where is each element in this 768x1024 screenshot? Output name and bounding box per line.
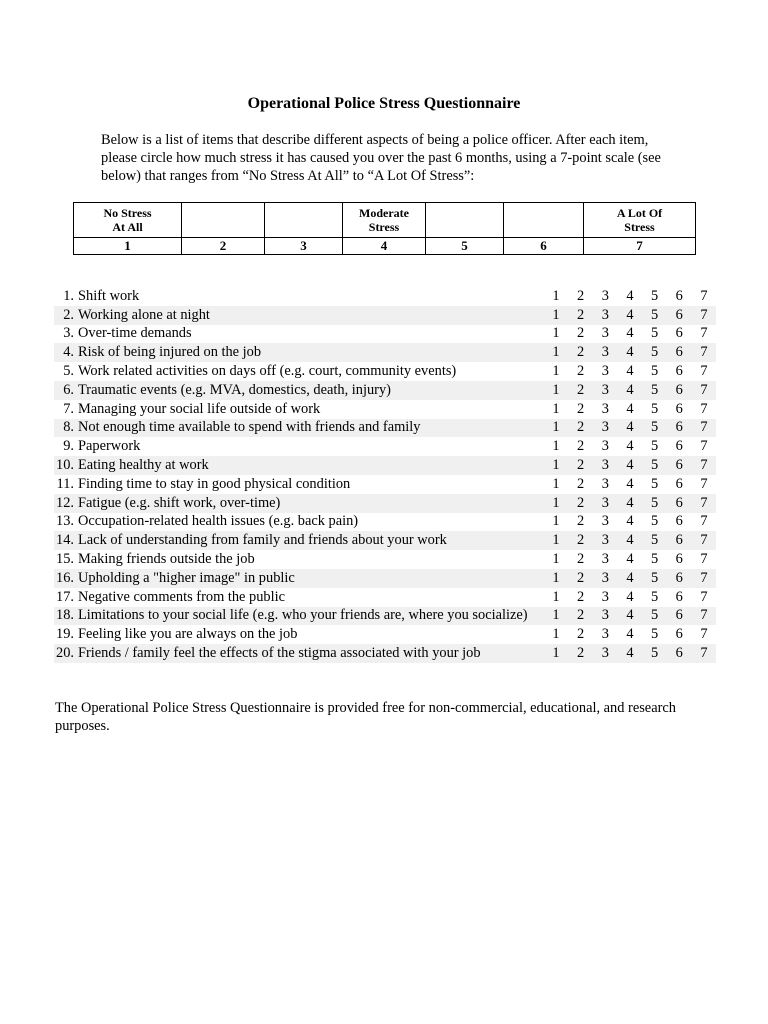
rating-options	[549, 626, 716, 643]
rating-option[interactable]: 3	[601, 457, 609, 474]
questionnaire-items-list	[54, 287, 716, 663]
rating-option[interactable]: 3	[601, 607, 609, 624]
rating-option[interactable]: 4	[626, 513, 634, 530]
rating-option[interactable]: 4	[626, 287, 634, 304]
rating-option[interactable]: 7	[700, 381, 708, 398]
rating-option[interactable]: 3	[601, 513, 609, 530]
rating-option[interactable]: 1	[552, 363, 560, 380]
rating-options	[549, 382, 716, 399]
question-number: 5.	[63, 363, 74, 380]
rating-option[interactable]: 3	[601, 381, 609, 398]
rating-option[interactable]: 2	[577, 457, 585, 474]
rating-option[interactable]: 3	[601, 287, 609, 304]
rating-option[interactable]: 6	[675, 588, 683, 605]
question-text: Upholding a "higher image" in public	[78, 569, 295, 586]
scale-header-label: Moderate Stress	[359, 206, 409, 234]
question-number: 11.	[56, 475, 74, 492]
rating-option[interactable]: 6	[675, 645, 683, 662]
question-number: 18.	[56, 607, 74, 624]
rating-options	[549, 419, 716, 436]
rating-option[interactable]: 2	[577, 513, 585, 530]
question-row	[54, 531, 716, 550]
rating-option[interactable]: 6	[675, 287, 683, 304]
question-text: Finding time to stay in good physical condition	[78, 475, 351, 492]
rating-option[interactable]: 4	[626, 438, 634, 455]
question-number: 4.	[63, 344, 74, 361]
question-number: 13.	[56, 513, 74, 530]
question-row	[54, 625, 716, 644]
rating-option[interactable]: 7	[700, 532, 708, 549]
question-text: Lack of understanding from family and friends about your work	[78, 532, 447, 549]
rating-option[interactable]: 6	[675, 400, 683, 417]
question-row	[54, 644, 716, 663]
rating-option[interactable]: 1	[552, 381, 560, 398]
rating-option[interactable]: 5	[651, 569, 659, 586]
rating-option[interactable]: 6	[675, 381, 683, 398]
question-text: Eating healthy at work	[78, 457, 209, 474]
rating-option[interactable]: 2	[577, 306, 585, 323]
rating-option[interactable]: 1	[552, 626, 560, 643]
rating-option[interactable]: 7	[700, 306, 708, 323]
rating-option[interactable]: 4	[626, 569, 634, 586]
rating-option[interactable]: 3	[601, 325, 609, 342]
question-number: 2.	[63, 306, 74, 323]
rating-option[interactable]: 1	[552, 438, 560, 455]
question-text: Paperwork	[78, 438, 141, 455]
rating-option[interactable]: 7	[700, 344, 708, 361]
scale-header-label: A Lot Of Stress	[616, 206, 663, 234]
question-row	[54, 362, 716, 381]
rating-option[interactable]: 5	[651, 475, 659, 492]
rating-option[interactable]: 3	[601, 438, 609, 455]
rating-option[interactable]: 7	[700, 551, 708, 568]
rating-option[interactable]: 4	[626, 588, 634, 605]
rating-options	[549, 570, 716, 587]
rating-option[interactable]: 3	[601, 400, 609, 417]
rating-option[interactable]: 1	[552, 400, 560, 417]
rating-option[interactable]: 3	[601, 344, 609, 361]
rating-option[interactable]: 2	[577, 626, 585, 643]
rating-option[interactable]: 3	[601, 363, 609, 380]
question-text: Fatigue (e.g. shift work, over-time)	[78, 494, 281, 511]
question-row	[54, 306, 716, 325]
rating-option[interactable]: 7	[700, 607, 708, 624]
rating-option[interactable]: 7	[700, 363, 708, 380]
question-text: Feeling like you are always on the job	[78, 626, 298, 643]
question-row	[54, 419, 716, 438]
rating-option[interactable]: 1	[552, 419, 560, 436]
rating-option[interactable]: 1	[552, 588, 560, 605]
rating-option[interactable]: 3	[601, 475, 609, 492]
rating-option[interactable]: 5	[651, 645, 659, 662]
rating-option[interactable]: 4	[626, 475, 634, 492]
question-number: 15.	[56, 551, 74, 568]
rating-option[interactable]: 4	[626, 645, 634, 662]
rating-option[interactable]: 4	[626, 363, 634, 380]
rating-option[interactable]: 6	[675, 607, 683, 624]
rating-option[interactable]: 5	[651, 306, 659, 323]
rating-option[interactable]: 5	[651, 607, 659, 624]
question-row	[54, 569, 716, 588]
rating-option[interactable]: 7	[700, 419, 708, 436]
rating-option[interactable]: 5	[651, 400, 659, 417]
scale-number: 7	[584, 238, 696, 255]
rating-option[interactable]: 4	[626, 626, 634, 643]
rating-option[interactable]: 3	[601, 419, 609, 436]
rating-options	[549, 551, 716, 568]
rating-option[interactable]: 7	[700, 626, 708, 643]
rating-option[interactable]: 6	[675, 306, 683, 323]
rating-option[interactable]: 3	[601, 306, 609, 323]
rating-option[interactable]: 5	[651, 438, 659, 455]
rating-option[interactable]: 6	[675, 325, 683, 342]
rating-option[interactable]: 2	[577, 419, 585, 436]
rating-option[interactable]: 2	[577, 325, 585, 342]
rating-option[interactable]: 1	[552, 513, 560, 530]
rating-option[interactable]: 3	[601, 626, 609, 643]
question-row	[54, 588, 716, 607]
question-text: Negative comments from the public	[78, 588, 286, 605]
rating-option[interactable]: 5	[651, 381, 659, 398]
scale-number-row	[74, 238, 696, 255]
rating-option[interactable]: 4	[626, 551, 634, 568]
scale-number: 3	[265, 238, 343, 255]
rating-option[interactable]: 2	[577, 287, 585, 304]
scale-number: 1	[74, 238, 182, 255]
rating-option[interactable]: 6	[675, 532, 683, 549]
question-number: 19.	[56, 626, 74, 643]
rating-options	[549, 401, 716, 418]
rating-option[interactable]: 5	[651, 551, 659, 568]
rating-options	[549, 438, 716, 455]
question-row	[54, 475, 716, 494]
rating-options	[549, 307, 716, 324]
rating-option[interactable]: 3	[601, 551, 609, 568]
rating-option[interactable]: 4	[626, 344, 634, 361]
rating-option[interactable]: 4	[626, 607, 634, 624]
rating-option[interactable]: 1	[552, 494, 560, 511]
question-text: Occupation-related health issues (e.g. back pain)	[78, 513, 359, 530]
rating-option[interactable]: 3	[601, 532, 609, 549]
rating-options	[549, 495, 716, 512]
rating-option[interactable]: 2	[577, 400, 585, 417]
question-row	[54, 400, 716, 419]
rating-options	[549, 363, 716, 380]
rating-option[interactable]: 6	[675, 363, 683, 380]
question-number: 17.	[56, 588, 74, 605]
rating-option[interactable]: 3	[601, 588, 609, 605]
rating-options	[549, 325, 716, 342]
rating-option[interactable]: 5	[651, 363, 659, 380]
rating-option[interactable]: 4	[626, 457, 634, 474]
rating-option[interactable]: 7	[700, 569, 708, 586]
question-text: Not enough time available to spend with friends and family	[78, 419, 421, 436]
rating-option[interactable]: 2	[577, 588, 585, 605]
rating-option[interactable]: 6	[675, 419, 683, 436]
rating-option[interactable]: 2	[577, 494, 585, 511]
rating-option[interactable]: 1	[552, 457, 560, 474]
rating-option[interactable]: 6	[675, 569, 683, 586]
rating-option[interactable]: 5	[651, 287, 659, 304]
rating-option[interactable]: 5	[651, 419, 659, 436]
rating-option[interactable]: 3	[601, 569, 609, 586]
scale-number: 2	[182, 238, 265, 255]
question-row	[54, 381, 716, 400]
rating-option[interactable]: 6	[675, 494, 683, 511]
question-text: Managing your social life outside of work	[78, 400, 321, 417]
question-row	[54, 607, 716, 626]
scale-header-cell	[426, 203, 504, 238]
rating-option[interactable]: 2	[577, 645, 585, 662]
rating-option[interactable]: 7	[700, 513, 708, 530]
rating-option[interactable]: 7	[700, 645, 708, 662]
question-text: Shift work	[78, 287, 140, 304]
question-number: 7.	[63, 400, 74, 417]
question-row	[54, 437, 716, 456]
scale-header-cell	[265, 203, 343, 238]
document-title: Operational Police Stress Questionnaire	[247, 95, 521, 112]
rating-option[interactable]: 7	[700, 325, 708, 342]
question-text: Making friends outside the job	[78, 551, 255, 568]
rating-option[interactable]: 4	[626, 400, 634, 417]
footer-note: The Operational Police Stress Questionnaire is provided free for non-commercial, educational, and research purposes.	[55, 700, 676, 734]
rating-option[interactable]: 4	[626, 325, 634, 342]
rating-option[interactable]: 2	[577, 381, 585, 398]
rating-option[interactable]: 7	[700, 438, 708, 455]
rating-option[interactable]: 1	[552, 306, 560, 323]
rating-option[interactable]: 6	[675, 551, 683, 568]
rating-option[interactable]: 5	[651, 588, 659, 605]
rating-options	[549, 532, 716, 549]
rating-options	[549, 457, 716, 474]
question-row	[54, 325, 716, 344]
rating-option[interactable]: 5	[651, 325, 659, 342]
scale-header-label: No Stress At All	[103, 206, 152, 234]
question-text: Traumatic events (e.g. MVA, domestics, death, injury)	[78, 381, 391, 398]
scale-header-cell	[74, 203, 182, 238]
rating-option[interactable]: 2	[577, 363, 585, 380]
rating-option[interactable]: 5	[651, 494, 659, 511]
rating-option[interactable]: 2	[577, 438, 585, 455]
rating-options	[549, 645, 716, 662]
rating-option[interactable]: 6	[675, 457, 683, 474]
scale-header-cell	[343, 203, 426, 238]
rating-option[interactable]: 5	[651, 532, 659, 549]
rating-option[interactable]: 5	[651, 626, 659, 643]
rating-option[interactable]: 6	[675, 513, 683, 530]
rating-option[interactable]: 6	[675, 475, 683, 492]
rating-option[interactable]: 7	[700, 588, 708, 605]
rating-option[interactable]: 6	[675, 626, 683, 643]
rating-option[interactable]: 5	[651, 344, 659, 361]
rating-option[interactable]: 7	[700, 400, 708, 417]
question-number: 14.	[56, 532, 74, 549]
rating-options	[549, 344, 716, 361]
rating-option[interactable]: 1	[552, 645, 560, 662]
scale-header-row	[74, 203, 696, 238]
rating-option[interactable]: 1	[552, 287, 560, 304]
rating-option[interactable]: 7	[700, 287, 708, 304]
question-text: Working alone at night	[78, 306, 210, 323]
rating-option[interactable]: 7	[700, 475, 708, 492]
question-text: Over-time demands	[78, 325, 192, 342]
rating-option[interactable]: 3	[601, 645, 609, 662]
question-text: Limitations to your social life (e.g. who your friends are, where you socialize)	[78, 607, 528, 624]
question-number: 20.	[56, 645, 74, 662]
question-number: 6.	[63, 381, 74, 398]
scale-number: 6	[504, 238, 584, 255]
question-number: 16.	[56, 569, 74, 586]
rating-option[interactable]: 1	[552, 607, 560, 624]
rating-scale-table	[73, 202, 696, 255]
rating-option[interactable]: 4	[626, 419, 634, 436]
rating-option[interactable]: 1	[552, 344, 560, 361]
rating-option[interactable]: 2	[577, 344, 585, 361]
question-number: 8.	[63, 419, 74, 436]
rating-options	[549, 288, 716, 305]
scale-number: 4	[343, 238, 426, 255]
rating-option[interactable]: 5	[651, 457, 659, 474]
rating-option[interactable]: 1	[552, 325, 560, 342]
rating-option[interactable]: 1	[552, 532, 560, 549]
question-number: 1.	[63, 287, 74, 304]
scale-header-cell	[504, 203, 584, 238]
rating-option[interactable]: 4	[626, 306, 634, 323]
rating-option[interactable]: 3	[601, 494, 609, 511]
rating-option[interactable]: 7	[700, 457, 708, 474]
rating-option[interactable]: 1	[552, 475, 560, 492]
question-row	[54, 494, 716, 513]
question-row	[54, 287, 716, 306]
rating-option[interactable]: 2	[577, 607, 585, 624]
question-row	[54, 456, 716, 475]
scale-header-cell	[584, 203, 696, 238]
question-text: Work related activities on days off (e.g. court, community events)	[78, 363, 457, 380]
rating-option[interactable]: 6	[675, 344, 683, 361]
rating-options	[549, 607, 716, 624]
rating-options	[549, 589, 716, 606]
question-number: 10.	[56, 457, 74, 474]
scale-number: 5	[426, 238, 504, 255]
rating-option[interactable]: 2	[577, 551, 585, 568]
question-row	[54, 550, 716, 569]
question-row	[54, 343, 716, 362]
rating-option[interactable]: 2	[577, 532, 585, 549]
question-text: Risk of being injured on the job	[78, 344, 262, 361]
rating-option[interactable]: 4	[626, 381, 634, 398]
question-row	[54, 513, 716, 532]
rating-options	[549, 476, 716, 493]
rating-option[interactable]: 2	[577, 569, 585, 586]
question-text: Friends / family feel the effects of the stigma associated with your job	[78, 645, 481, 662]
instructions-paragraph: Below is a list of items that describe different aspects of being a police officer. After each item, please circle how much stress it has caused you over the past 6 months, using a 7-point scale (see below) that ranges from “No Stress At All” to “A Lot Of Stress”:	[101, 132, 661, 184]
rating-option[interactable]: 5	[651, 513, 659, 530]
question-number: 3.	[63, 325, 74, 342]
question-number: 12.	[56, 494, 74, 511]
rating-option[interactable]: 6	[675, 438, 683, 455]
rating-options	[549, 513, 716, 530]
rating-option[interactable]: 4	[626, 494, 634, 511]
rating-option[interactable]: 1	[552, 551, 560, 568]
question-number: 9.	[63, 438, 74, 455]
rating-option[interactable]: 4	[626, 532, 634, 549]
rating-option[interactable]: 2	[577, 475, 585, 492]
rating-option[interactable]: 7	[700, 494, 708, 511]
scale-header-cell	[182, 203, 265, 238]
rating-option[interactable]: 1	[552, 569, 560, 586]
